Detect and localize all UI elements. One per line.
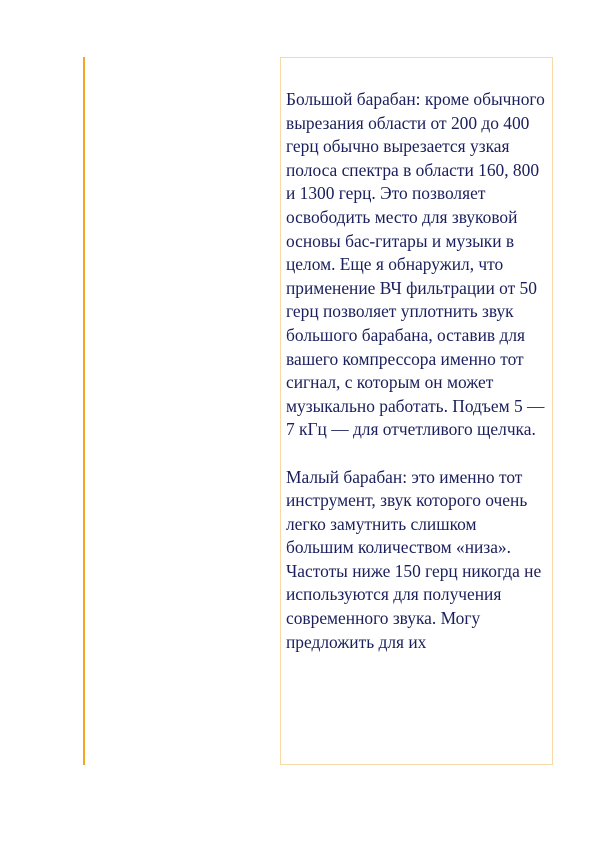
paragraph-snare-drum: Малый барабан: это именно тот инструмент, звук которого очень легко замутнить слишком большим количеством «низа». Частоты ниже 150 герц никогда не используются для получения современного звука. Могу предложить для их bbox=[286, 466, 542, 652]
paragraph-kick-drum: Большой барабан: кроме обычного вырезания области от 200 до 400 герц обычно вырезается узкая полоса спектра в области 160, 800 и 1300 герц. Это позволяет освободить место для звуковой основы бас-гитары и музыки в целом. Еще я обнаружил, что применение ВЧ фильтрации от 50 герц позволяет уплотнить звук большого барабана, оставив для вашего компрессора именно тот сигнал, с которым он может музыкально работать. Подъем 5 — 7 кГц — для отчетливого щелчка. bbox=[286, 89, 545, 440]
left-accent-rule bbox=[83, 57, 85, 765]
text-frame bbox=[280, 57, 553, 765]
